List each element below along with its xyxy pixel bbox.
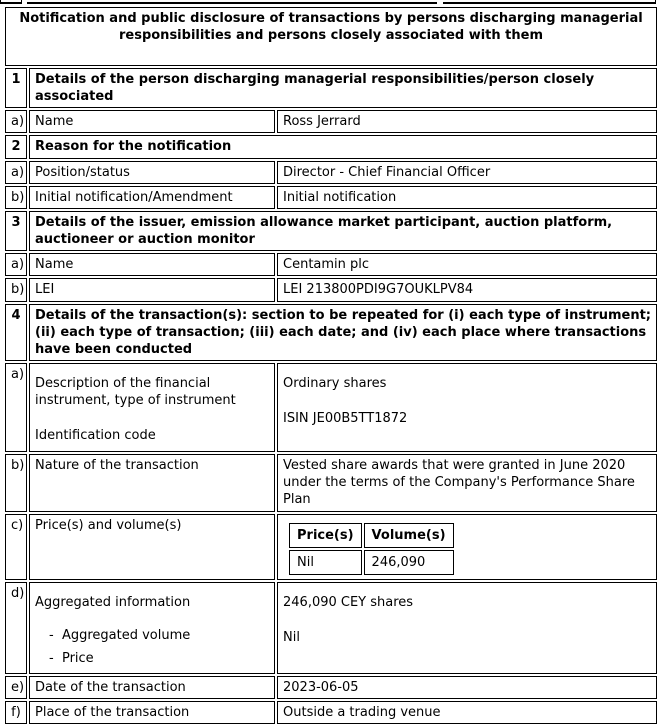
cutoff-border-segment bbox=[443, 0, 656, 4]
row-key: a) bbox=[5, 110, 27, 133]
aggregated-label: Aggregated information bbox=[35, 594, 191, 610]
volume-header-cell: Volume(s) bbox=[364, 523, 454, 548]
row-label: Price(s) and volume(s) bbox=[29, 514, 275, 580]
title-row bbox=[5, 7, 657, 66]
row-value bbox=[277, 363, 657, 452]
pdmr-notification-table bbox=[3, 5, 659, 726]
price-volume-header-row bbox=[289, 523, 454, 548]
table-row-lei bbox=[5, 278, 657, 301]
table-row-price-volume bbox=[5, 514, 657, 580]
row-value: Vested share awards that were granted in June 2020 under the terms of the Company's Performance Share Plan bbox=[277, 454, 657, 511]
price-value-cell: Nil bbox=[289, 550, 362, 575]
row-value: 2023-06-05 bbox=[277, 676, 657, 699]
row-key: b) bbox=[5, 278, 27, 301]
row-label: Nature of the transaction bbox=[29, 454, 275, 511]
row-label: Position/status bbox=[29, 161, 275, 184]
table-row-name bbox=[5, 110, 657, 133]
aggregated-value-line1: 246,090 CEY shares bbox=[283, 594, 414, 610]
aggregated-list-item: - Price bbox=[49, 651, 94, 667]
section-number: 2 bbox=[5, 135, 27, 158]
section-3-heading-row bbox=[5, 211, 657, 251]
row-value bbox=[277, 514, 657, 580]
row-label: Place of the transaction bbox=[29, 701, 275, 724]
volume-value-cell: 246,090 bbox=[364, 550, 454, 575]
table-row-position-status bbox=[5, 161, 657, 184]
aggregated-list-item: - Aggregated volume bbox=[49, 627, 191, 643]
section-number: 1 bbox=[5, 68, 27, 108]
section-heading: Details of the issuer, emission allowance market participant, auction platform, auctioneer or auction monitor bbox=[29, 211, 657, 251]
row-key: a) bbox=[5, 161, 27, 184]
row-label: LEI bbox=[29, 278, 275, 301]
section-heading: Details of the transaction(s): section to be repeated for (i) each type of instrument; (ii) each type of transaction; (iii) each date; and (iv) each place where transactions have been conducted bbox=[29, 304, 657, 361]
table-row-issuer-name bbox=[5, 253, 657, 276]
row-key: b) bbox=[5, 186, 27, 209]
instrument-value-line2: ISIN JE00B5TT1872 bbox=[283, 411, 408, 427]
row-value: Outside a trading venue bbox=[277, 701, 657, 724]
row-label: Name bbox=[29, 110, 275, 133]
table-row-aggregated bbox=[5, 582, 657, 674]
section-heading: Details of the person discharging managerial responsibilities/person closely associated bbox=[29, 68, 657, 108]
section-4-heading-row bbox=[5, 304, 657, 361]
price-header-cell: Price(s) bbox=[289, 523, 362, 548]
price-volume-table bbox=[287, 521, 456, 577]
table-row-initial-notification bbox=[5, 186, 657, 209]
row-key: d) bbox=[5, 582, 27, 674]
instrument-label-line1: Description of the financial instrument, type of instrument bbox=[35, 376, 236, 409]
row-key: b) bbox=[5, 454, 27, 511]
section-heading: Reason for the notification bbox=[29, 135, 657, 158]
row-label: Name bbox=[29, 253, 275, 276]
row-label: Initial notification/Amendment bbox=[29, 186, 275, 209]
section-number: 3 bbox=[5, 211, 27, 251]
aggregated-value-line2: Nil bbox=[283, 629, 300, 645]
row-value: Centamin plc bbox=[277, 253, 657, 276]
row-key: a) bbox=[5, 363, 27, 452]
instrument-label-line2: Identification code bbox=[35, 428, 156, 444]
row-label: Date of the transaction bbox=[29, 676, 275, 699]
section-number: 4 bbox=[5, 304, 27, 361]
row-label bbox=[29, 363, 275, 452]
row-value: Initial notification bbox=[277, 186, 657, 209]
price-volume-data-row bbox=[289, 550, 454, 575]
table-row-instrument bbox=[5, 363, 657, 452]
document-title: Notification and public disclosure of transactions by persons discharging managerial responsibilities and persons closely associated with them bbox=[5, 7, 657, 66]
table-row-nature bbox=[5, 454, 657, 511]
row-label bbox=[29, 582, 275, 674]
row-key: e) bbox=[5, 676, 27, 699]
instrument-value-line1: Ordinary shares bbox=[283, 376, 387, 392]
row-value: LEI 213800PDI9G7OUKLPV84 bbox=[277, 278, 657, 301]
row-key: c) bbox=[5, 514, 27, 580]
section-2-heading-row bbox=[5, 135, 657, 158]
section-1-heading-row bbox=[5, 68, 657, 108]
row-value: Director - Chief Financial Officer bbox=[277, 161, 657, 184]
cutoff-border-segment bbox=[27, 0, 437, 4]
cutoff-border-segment bbox=[0, 0, 22, 4]
row-value bbox=[277, 582, 657, 674]
row-key: a) bbox=[5, 253, 27, 276]
row-key: f) bbox=[5, 701, 27, 724]
table-row-date bbox=[5, 676, 657, 699]
row-value: Ross Jerrard bbox=[277, 110, 657, 133]
table-row-place bbox=[5, 701, 657, 724]
